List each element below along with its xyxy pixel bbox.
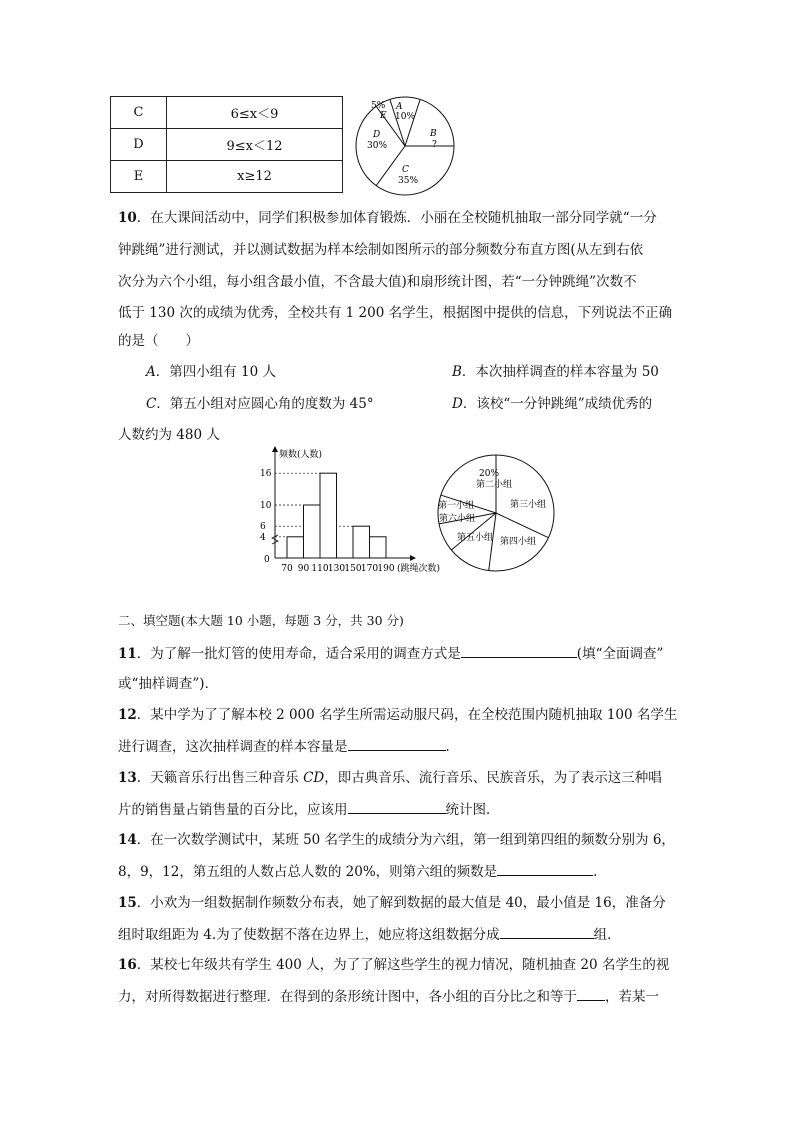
- q13-text-c: 统计图．: [445, 802, 500, 818]
- histogram-bar: [304, 505, 321, 558]
- pie1-label-e-value: 5%: [371, 101, 386, 111]
- pie2-label-group4: 第四小组: [500, 537, 537, 547]
- answer-blank[interactable]: [500, 926, 594, 939]
- pie1-label-c-value: 35%: [398, 176, 419, 186]
- q15-line-1: [118, 895, 666, 911]
- q10-line-2: 钟跳绳”进行测试，并以测试数据为样本绘制如图所示的部分频数分布直方图(从左到右依: [118, 242, 644, 258]
- q10-line-4: 低于 130 次的成绩为优秀，全校共有 1 200 名学生，根据图中提供的信息，下列说法不正确: [118, 305, 673, 321]
- q16-line-1: [118, 957, 669, 973]
- q11-text-a: ．为了解一批灯管的使用寿命，适合采用的调查方式是: [136, 646, 461, 662]
- option-text: ．第四小组有 10 人: [155, 364, 277, 380]
- pie1-label-a-value: 10%: [395, 112, 416, 122]
- q14-number: 14: [118, 832, 137, 848]
- pie2-label-group6: 第六小组: [439, 514, 476, 524]
- histogram-bar: [320, 473, 337, 558]
- x-tick-label: 110: [311, 564, 329, 574]
- pie1-label-d: D: [373, 130, 381, 140]
- q15-line-2: [118, 926, 621, 943]
- q12-number: 12: [118, 707, 137, 723]
- q11-line-1: [118, 645, 663, 662]
- x-tick-label: 130: [327, 564, 346, 574]
- q10-number: 10: [118, 210, 137, 226]
- q16-number: 16: [118, 957, 137, 973]
- x-tick-label: 170: [360, 564, 379, 574]
- q10-option-a: [146, 364, 276, 380]
- q13-text-a2: ，即古典音乐、流行音乐、民族音乐，为了表示这三种唱: [324, 770, 662, 786]
- q10-option-c: [146, 396, 374, 412]
- pie2-label-group1: 第一小组: [438, 501, 475, 511]
- q16-text-c: ，若某一: [605, 989, 659, 1005]
- pie1-label-d-value: 30%: [367, 141, 388, 151]
- pie2-label-group2-value: 20%: [479, 469, 500, 479]
- table-row: [111, 97, 343, 129]
- q11-line-2: 或“抽样调查”)．: [118, 676, 219, 692]
- q12-text-b: 进行调查，这次抽样调查的样本容量是: [118, 739, 348, 755]
- y-axis-label: 频数(人数): [279, 450, 323, 460]
- table-cell-label: E: [111, 161, 167, 193]
- option-letter: D: [452, 396, 463, 412]
- q14-text-a: ．在一次数学测试中，某班 50 名学生的成绩分为六组，第一组到第四组的频数分别为 6，: [136, 832, 675, 848]
- q13-text-b: 片的销售量占销售量的百分比，应该用: [118, 802, 348, 818]
- y-tick-label: 4: [260, 532, 266, 543]
- pie2-label-group3: 第三小组: [510, 500, 547, 510]
- q10-line-3: 次分为六个小组，每小组含最小值，不含最大值)和扇形统计图，若“一分钟跳绳”次数不: [118, 274, 637, 290]
- x-tick-label: 90: [297, 564, 310, 574]
- y-tick-label: 10: [260, 501, 272, 511]
- table-cell-label: C: [111, 97, 167, 129]
- answer-blank[interactable]: [461, 645, 577, 658]
- q13-line-1: [118, 770, 662, 786]
- pie2-slice-boundary: [496, 513, 548, 538]
- q10-option-d: [452, 396, 652, 412]
- q11-number: 11: [118, 646, 137, 662]
- x-axis-label: (跳绳次数): [397, 564, 441, 574]
- table-cell-range: x≥12: [167, 161, 343, 193]
- pie-chart-groups: [436, 451, 572, 577]
- option-letter: C: [146, 396, 157, 412]
- q16-text-a: ．某校七年级共有学生 400 人，为了了解这些学生的视力情况，随机抽查 20 名学生的视: [136, 957, 670, 973]
- q13-number: 13: [118, 770, 137, 786]
- q12-text-a: ．某中学为了了解本校 2 000 名学生所需运动服尺码，在全校范围内随机抽取 100 名学生: [136, 707, 678, 723]
- x-tick-label: 70: [281, 564, 293, 574]
- q10-option-b: [452, 364, 659, 380]
- pie1-label-b-value: ?: [432, 140, 437, 150]
- pie2-label-group2: 第二小组: [476, 480, 513, 490]
- q16-line-2: [118, 988, 659, 1005]
- q12-line-2: [118, 738, 459, 755]
- option-letter: B: [452, 364, 462, 380]
- y-tick-label: 16: [260, 469, 272, 480]
- option-text: ．该校“一分钟跳绳”成绩优秀的: [462, 396, 653, 412]
- section-note: (本大题 10 小题，每题 3 分，共 30 分): [180, 613, 404, 628]
- q14-text-c: ．: [593, 864, 607, 880]
- pie1-slice-boundary: [405, 99, 420, 146]
- x-tick-label: 150: [344, 564, 362, 574]
- q15-text-c: 组．: [593, 927, 621, 943]
- q12-line-1: [118, 707, 677, 723]
- option-letter: A: [146, 364, 156, 380]
- table-cell-label: D: [111, 129, 167, 161]
- q10-text-1: ．在大课间活动中，同学们积极参加体育锻炼．小丽在全校随机抽取一部分同学就“一分: [136, 210, 657, 226]
- section-title: 二、填空题: [118, 613, 181, 628]
- q12-text-c: ．: [445, 739, 459, 755]
- table-row: [111, 161, 343, 193]
- axis-break-icon: [272, 535, 278, 544]
- pie1-label-a: A: [396, 102, 403, 112]
- histogram-bar: [287, 537, 304, 558]
- table-cell-range: 9≤x＜12: [167, 129, 343, 161]
- origin-label: 0: [264, 555, 270, 565]
- q14-line-1: [118, 832, 675, 848]
- y-tick-label: 6: [260, 522, 266, 533]
- answer-blank[interactable]: [348, 801, 446, 814]
- answer-blank[interactable]: [497, 863, 593, 876]
- q10-option-d-cont: 人数约为 480 人: [118, 427, 220, 443]
- x-tick-label: 190: [377, 564, 395, 574]
- histogram-bar: [353, 526, 370, 558]
- pie2-label-group5: 第五小组: [457, 533, 494, 543]
- q13-cd: CD: [303, 770, 325, 786]
- pie-chart-abcde: [352, 94, 458, 198]
- pie1-label-c: C: [402, 165, 409, 175]
- q14-line-2: [118, 863, 607, 880]
- q13-line-2: [118, 801, 500, 818]
- q15-number: 15: [118, 895, 137, 911]
- option-text: ．第五小组对应圆心角的度数为 45°: [156, 396, 374, 412]
- table-cell-range: 6≤x＜9: [167, 97, 343, 129]
- q14-text-b: 8，9，12，第五组的人数占总人数的 20%，则第六组的频数是: [118, 864, 498, 880]
- section-heading: [118, 613, 404, 629]
- pie1-label-b: B: [430, 129, 437, 139]
- q11-text-b: (填“全面调查”: [576, 646, 664, 662]
- q15-text-b: 组时取组距为 4.为了使数据不落在边界上，她应将这组数据分成: [118, 927, 500, 943]
- frequency-table: [110, 96, 343, 193]
- q15-text-a: ．小欢为一组数据制作频数分布表，她了解到数据的最大值是 40，最小值是 16，准备分: [136, 895, 666, 911]
- table-row: [111, 129, 343, 161]
- answer-blank[interactable]: [348, 738, 446, 751]
- q13-text-a: ．天籁音乐行出售三种音乐: [136, 770, 304, 786]
- histogram-chart: [255, 445, 455, 577]
- q10-line-5: 的是（ ）: [118, 333, 199, 349]
- q16-text-b: 力，对所得数据进行整理．在得到的条形统计图中，各小组的百分比之和等于: [118, 989, 577, 1005]
- q10-line-1: [118, 210, 657, 226]
- pie1-label-e: E: [380, 111, 387, 121]
- answer-blank[interactable]: [577, 988, 605, 1001]
- histogram-bar: [370, 537, 387, 558]
- option-text: ．本次抽样调查的样本容量为 50: [461, 364, 659, 380]
